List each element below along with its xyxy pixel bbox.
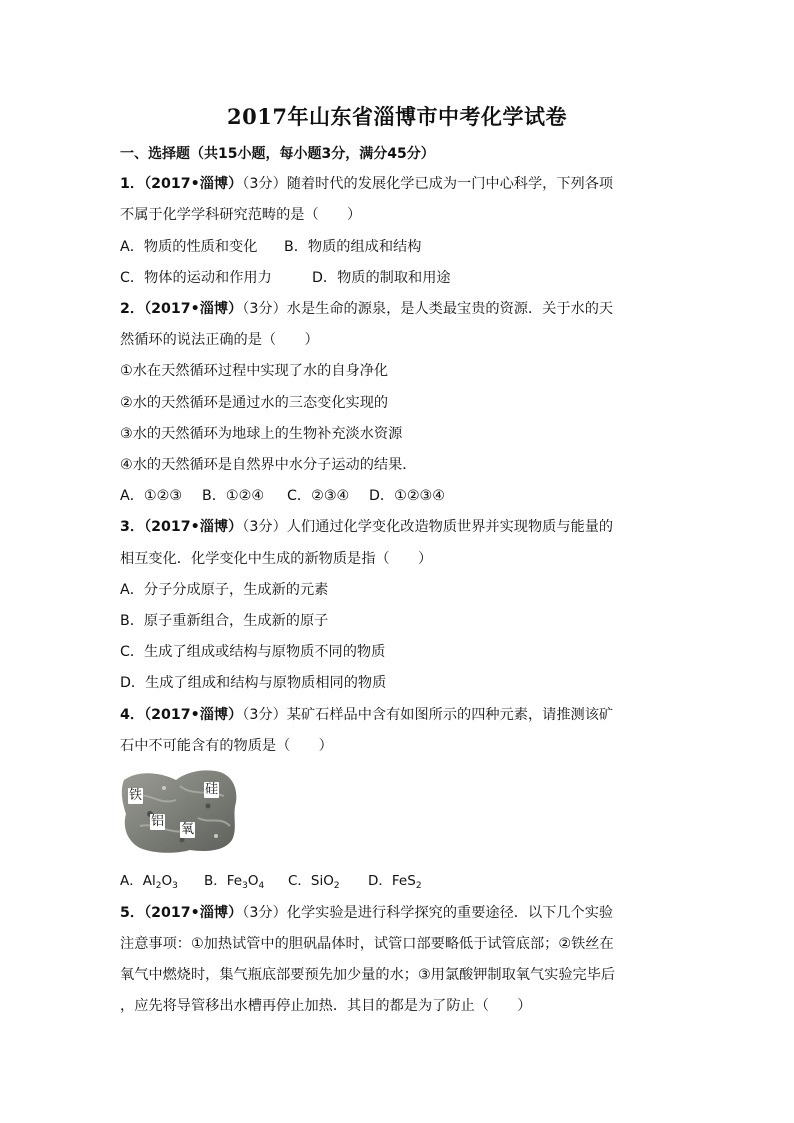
question-source-tag: （2017•淄博） xyxy=(144,519,243,535)
question-4-line-2 xyxy=(120,736,333,756)
statement-4: ④水的天然循环是自然界中水分子运动的结果． xyxy=(120,457,417,473)
element-label-iron: 铁 xyxy=(129,788,143,803)
question-number: 4． xyxy=(120,707,145,723)
answer-blank: （ ） xyxy=(375,551,433,567)
option-c: C．生成了组成或结构与原物质不同的物质 xyxy=(120,644,386,660)
question-2-line-2 xyxy=(120,330,319,350)
question-5-line-4 xyxy=(120,996,531,1016)
answer-blank: （ ） xyxy=(304,207,362,223)
question-text: 某矿石样品中含有如图所示的四种元素，请推测该矿 xyxy=(286,707,614,723)
element-label-aluminum: 铝 xyxy=(151,814,165,829)
ore-rock-graphic xyxy=(120,766,238,856)
question-number: 1． xyxy=(120,176,145,192)
option-c: C．物体的运动和作用力 xyxy=(120,270,272,286)
question-number: 3． xyxy=(120,519,145,535)
question-2-line-1 xyxy=(120,299,613,319)
question-source-tag: （2017•淄博） xyxy=(144,176,243,192)
option-d: D．①②③④ xyxy=(369,488,445,504)
option-d: D．生成了组成和结构与原物质相同的物质 xyxy=(120,675,387,691)
question-score: （3分） xyxy=(242,519,287,535)
element-label-oxygen: 氧 xyxy=(181,822,195,837)
question-score: （3分） xyxy=(242,905,287,921)
question-3-line-1 xyxy=(120,517,613,537)
question-source-tag: （2017•淄博） xyxy=(144,301,243,317)
question-source-tag: （2017•淄博） xyxy=(144,905,243,921)
option-a: A．①②③ xyxy=(120,488,183,504)
question-text: 随着时代的发展化学已成为一门中心科学，下列各项 xyxy=(286,176,614,192)
question-text: 化学实验是进行科学探究的重要途径．以下几个实验 xyxy=(286,905,614,921)
answer-blank: （ ） xyxy=(276,738,333,754)
option-d: D．物质的制取和用途 xyxy=(312,270,451,286)
question-score: （3分） xyxy=(242,707,287,723)
option-c: C．SiO$_2$ xyxy=(288,873,340,891)
page-title: 2017年山东省淄博市中考化学试卷 xyxy=(227,104,567,129)
answer-blank: （ ） xyxy=(261,332,319,348)
option-b: B．$Fe_3O_4$ xyxy=(204,873,265,891)
question-1-options-row-1 xyxy=(120,237,421,257)
question-4-line-1 xyxy=(120,705,613,725)
question-1-line-1 xyxy=(120,174,613,194)
statement-2: ②水的天然循环是通过水的三态变化实现的 xyxy=(120,395,389,411)
question-text: 相互变化．化学变化中生成的新物质是指 xyxy=(120,551,376,567)
question-text: 水是生命的源泉，是人类最宝贵的资源．关于水的天 xyxy=(286,301,614,317)
option-b: B．物质的组成和结构 xyxy=(284,239,422,255)
option-c: C．②③④ xyxy=(287,488,350,504)
question-score: （3分） xyxy=(242,301,287,317)
statement-1: ①水在天然循环过程中实现了水的自身净化 xyxy=(120,363,389,379)
option-a: A．$Al_2O_3$ xyxy=(120,873,178,891)
option-a: A．物质的性质和变化 xyxy=(120,239,258,255)
question-text: 人们通过化学变化改造物质世界并实现物质与能量的 xyxy=(286,519,614,535)
option-d: D．FeS$_2$ xyxy=(368,873,422,891)
question-5-line-3: 氧气中燃烧时，集气瓶底部要预先加少量的水；③用氯酸钾制取氧气实验完毕后 xyxy=(120,967,616,983)
statement-3: ③水的天然循环为地球上的生物补充淡水资源 xyxy=(120,426,403,442)
question-1-line-2 xyxy=(120,205,361,225)
option-b: B．①②④ xyxy=(202,488,265,504)
question-text: ，应先将导管移出水槽再停止加热．其目的都是为了防止 xyxy=(120,998,475,1014)
question-number: 5． xyxy=(120,905,145,921)
question-text: 不属于化学学科研究范畴的是 xyxy=(120,207,305,223)
question-3-line-2 xyxy=(120,549,432,569)
question-4-options xyxy=(120,871,422,896)
ore-sample-image xyxy=(120,766,238,856)
question-5-line-2: 注意事项：①加热试管中的胆矾晶体时，试管口部要略低于试管底部；②铁丝在 xyxy=(120,936,614,952)
element-label-silicon: 硅 xyxy=(205,782,219,797)
option-a: A．分子分成原子，生成新的元素 xyxy=(120,582,329,598)
option-b: B．原子重新组合，生成新的原子 xyxy=(120,613,329,629)
question-score: （3分） xyxy=(242,176,287,192)
section-heading: 一、选择题（共15小题，每小题3分，满分45分） xyxy=(120,146,435,162)
question-text: 石中不可能含有的物质是 xyxy=(120,738,277,754)
answer-blank: （ ） xyxy=(474,998,532,1014)
question-1-options-row-2 xyxy=(120,268,451,288)
question-source-tag: （2017•淄博） xyxy=(144,707,243,723)
question-number: 2． xyxy=(120,301,145,317)
question-text: 然循环的说法正确的是 xyxy=(120,332,262,348)
question-5-line-1 xyxy=(120,903,613,923)
question-2-options xyxy=(120,486,445,506)
